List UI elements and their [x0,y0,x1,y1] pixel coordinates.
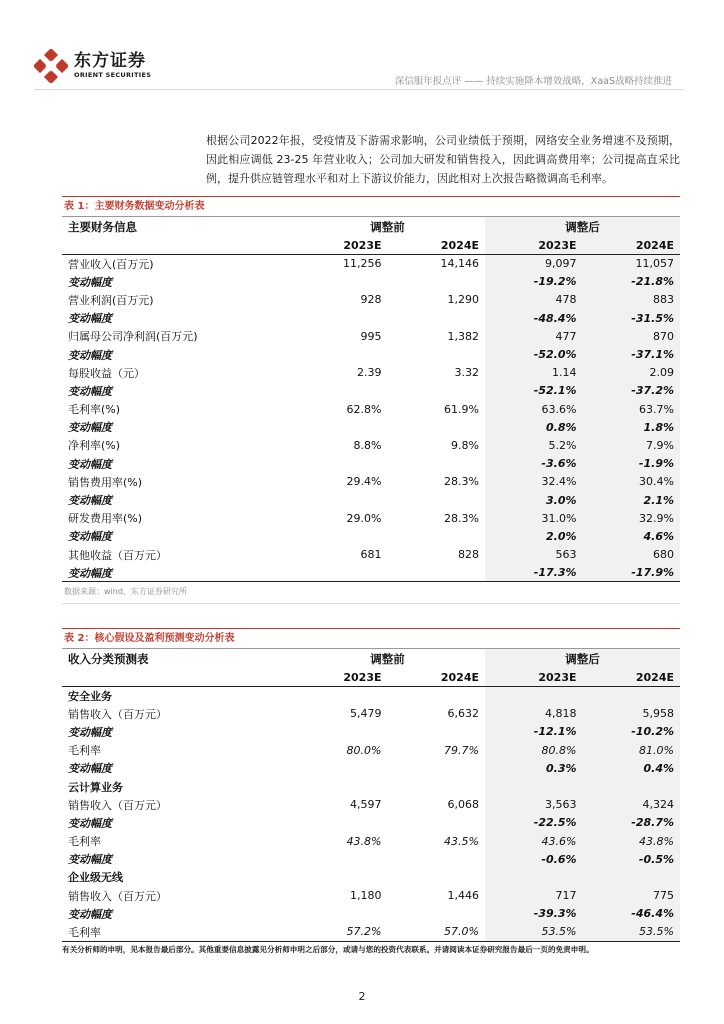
value-cell: 7.9% [583,436,681,454]
company-logo [34,47,151,85]
value-cell [388,491,486,509]
value-cell: -37.2% [583,382,681,400]
header-divider [34,89,684,90]
value-cell: -1.9% [583,455,681,473]
table-row [62,687,680,705]
value-cell: 2.0% [485,527,583,545]
value-cell: 80.8% [485,741,583,759]
row-label: 安全业务 [68,689,112,703]
row-label: 研发费用率(%) [68,512,143,526]
value-cell: -21.8% [583,273,681,291]
financial-change-table [62,196,680,582]
value-cell: 717 [485,887,583,905]
row-label: 变动幅度 [68,907,112,921]
value-cell [290,455,388,473]
row-label: 归属母公司净利润(百万元) [68,330,198,344]
row-label: 变动幅度 [62,564,290,582]
row-label: 变动幅度 [68,853,112,867]
value-cell: 4,597 [350,798,382,812]
row-label: 销售费用率(%) [68,475,143,489]
row-label: 变动幅度 [68,725,112,739]
value-cell [388,905,486,923]
value-cell: 43.6% [485,832,583,850]
row-label: 销售收入（百万元） [68,889,167,903]
value-cell [388,777,486,795]
table2-year-cell: 2023E [485,669,583,687]
table1-caption: 表 1：主要财务数据变动分析表 [62,196,680,216]
table-row [62,400,680,418]
report-title: 深信服年报点评 —— 持续实施降本增效战略，XaaS战略持续推进 [394,76,672,87]
table1-source: 数据来源：wind、东方证券研究所 [64,587,187,596]
value-cell: 31.0% [485,509,583,527]
value-cell: -0.6% [485,850,583,868]
value-cell [290,491,388,509]
table-row [62,564,680,582]
value-cell [290,777,388,795]
value-cell: 32.9% [583,509,681,527]
row-label: 销售收入（百万元） [68,707,167,721]
value-cell: 11,057 [583,255,681,273]
value-cell: 28.3% [444,475,479,489]
value-cell: -17.3% [485,564,583,582]
table1-group-before: 调整前 [290,217,485,237]
row-label: 变动幅度 [68,762,112,776]
value-cell: 81.0% [583,741,681,759]
value-cell: 2.09 [583,364,681,382]
table2-grid [62,648,680,942]
value-cell: 43.5% [444,834,479,848]
value-cell: 775 [583,887,681,905]
table-row [62,291,680,309]
logo-english-name: ORIENT SECURITIES [74,71,152,79]
value-cell: 5,958 [583,705,681,723]
row-label: 变动幅度 [68,312,112,326]
row-label: 每股收益（元） [68,366,145,380]
value-cell: -48.4% [485,309,583,327]
table2-year-cell: 2024E [388,669,486,687]
table-row [62,491,680,509]
table-row [62,868,680,886]
value-cell [290,273,388,291]
value-cell: 8.8% [353,438,382,452]
value-cell [583,687,681,705]
table2-header-row [62,649,680,669]
value-cell [290,564,388,582]
table1-year-cell: 2024E [388,237,486,255]
value-cell: 3,563 [485,796,583,814]
value-cell: 80.0% [346,743,382,757]
table-row [62,741,680,759]
value-cell: 29.4% [346,475,382,489]
value-cell: 995 [360,329,382,343]
value-cell: 62.8% [346,402,382,416]
value-cell: 28.3% [444,511,479,525]
table-row [62,887,680,905]
table1-year-cell: 2023E [290,237,388,255]
value-cell: 0.8% [485,418,583,436]
value-cell: 0.4% [583,759,681,777]
value-cell: 2.1% [583,491,681,509]
row-label: 变动幅度 [68,384,112,398]
value-cell [388,418,486,436]
value-cell: 477 [485,327,583,345]
value-cell [388,850,486,868]
row-label: 毛利率 [62,923,290,941]
value-cell [388,382,486,400]
value-cell: 9.8% [451,438,479,452]
row-label: 营业利润(百万元) [68,293,154,307]
table-row [62,705,680,723]
table1-col-label: 主要财务信息 [62,217,290,237]
value-cell: 4,324 [583,796,681,814]
table1-year-cell: 2024E [583,237,681,255]
table-row [62,255,680,273]
row-label: 变动幅度 [68,457,112,471]
page-number: 2 [358,990,366,1003]
table-row [62,923,680,941]
value-cell: 63.6% [485,400,583,418]
value-cell [485,868,583,886]
row-label: 企业级无线 [68,871,123,885]
table2-group-after: 调整后 [485,649,680,669]
value-cell: -3.6% [485,455,583,473]
source-divider [62,603,680,604]
row-label: 其他收益（百万元） [68,548,167,562]
table-row [62,436,680,454]
value-cell: -22.5% [485,814,583,832]
value-cell [485,687,583,705]
assumption-change-table [62,628,680,942]
value-cell [388,759,486,777]
value-cell: 61.9% [444,402,479,416]
table2-year-cell: 2024E [583,669,681,687]
disclaimer-text: 有关分析师的申明，见本报告最后部分。其他重要信息披露见分析师申明之后部分，或请与您的投资代表联系。并请阅读本证券研究报告最后一页的免责申明。 [62,945,594,954]
row-label: 变动幅度 [68,816,112,830]
value-cell: -52.0% [485,345,583,363]
value-cell [290,687,388,705]
value-cell: 680 [583,546,681,564]
value-cell: 53.5% [583,923,681,941]
row-label: 变动幅度 [68,530,112,544]
logo-chinese-name: 东方证券 [74,51,146,71]
value-cell: 870 [583,327,681,345]
value-cell [583,777,681,795]
value-cell [290,868,388,886]
value-cell: 4,818 [485,705,583,723]
table-row [62,546,680,564]
orient-logo-icon [34,49,68,83]
value-cell: -19.2% [485,273,583,291]
value-cell: 1,180 [350,889,382,903]
value-cell: -10.2% [583,723,681,741]
value-cell: 928 [360,293,382,307]
table1-year-row [62,237,680,255]
value-cell: 5,479 [350,707,382,721]
row-label: 变动幅度 [68,494,112,508]
table-row [62,527,680,545]
value-cell: -31.5% [583,309,681,327]
value-cell: 681 [360,548,382,562]
row-label: 变动幅度 [68,348,112,362]
row-label: 变动幅度 [68,275,112,289]
value-cell: 3.32 [454,366,479,380]
value-cell: 30.4% [583,473,681,491]
value-cell [290,418,388,436]
value-cell [388,345,486,363]
value-cell: 478 [485,291,583,309]
value-cell: 14,146 [440,257,479,271]
value-cell: 883 [583,291,681,309]
value-cell: 9,097 [485,255,583,273]
table1-header-row [62,217,680,237]
value-cell: 53.5% [485,923,583,941]
value-cell: 1.14 [485,364,583,382]
table-row [62,455,680,473]
value-cell [388,455,486,473]
table-row [62,364,680,382]
value-cell [290,723,388,741]
row-label: 毛利率 [68,835,101,849]
value-cell: 29.0% [346,511,382,525]
table-row [62,759,680,777]
value-cell: 57.2% [290,923,388,941]
value-cell: 32.4% [485,473,583,491]
value-cell [388,273,486,291]
value-cell [388,814,486,832]
value-cell: -37.1% [583,345,681,363]
value-cell [388,868,486,886]
table2-col-label: 收入分类预测表 [62,649,290,669]
table-row [62,796,680,814]
value-cell [290,382,388,400]
value-cell: 4.6% [583,527,681,545]
intro-paragraph [206,131,680,188]
value-cell: 0.3% [485,759,583,777]
value-cell: 1,382 [447,329,479,343]
table-row [62,273,680,291]
value-cell: 5.2% [485,436,583,454]
table-row [62,832,680,850]
value-cell [388,564,486,582]
intro-text: 根据公司2022年报，受疫情及下游需求影响，公司业绩低于预期，网络安全业务增速不及预期，因此相应调低 23-25 年营业收入；公司加大研发和销售投入，因此调高费用率；公司提高直采比例，提升供应链管理水平和对上下游议价能力，因此相对上次报告略微调高毛利率。 [206,134,680,185]
value-cell: -46.4% [583,905,681,923]
value-cell [388,687,486,705]
table2-group-before: 调整前 [290,649,485,669]
value-cell [388,309,486,327]
table-row [62,850,680,868]
table-row [62,905,680,923]
value-cell: 2.39 [357,366,382,380]
table-row [62,309,680,327]
table-row [62,327,680,345]
value-cell: -28.7% [583,814,681,832]
value-cell [290,850,388,868]
table-row [62,473,680,491]
value-cell: 6,632 [447,707,479,721]
table2-body [62,687,680,942]
row-label: 变动幅度 [68,421,112,435]
value-cell [290,345,388,363]
value-cell: 43.8% [583,832,681,850]
value-cell: 563 [485,546,583,564]
value-cell: -52.1% [485,382,583,400]
table-row [62,418,680,436]
table2-year-row [62,669,680,687]
value-cell [290,905,388,923]
table-row [62,723,680,741]
value-cell [388,723,486,741]
value-cell: 828 [458,548,479,562]
table-row [62,777,680,795]
value-cell: 1,290 [447,293,479,307]
value-cell: 6,068 [447,798,479,812]
value-cell [290,527,388,545]
value-cell: 1,446 [447,889,479,903]
value-cell: 63.7% [583,400,681,418]
value-cell: -17.9% [583,564,681,582]
table1-body [62,255,680,582]
value-cell: -39.3% [485,905,583,923]
value-cell [388,527,486,545]
table1-grid [62,216,680,582]
value-cell [485,777,583,795]
row-label: 毛利率 [68,744,101,758]
value-cell: 57.0% [388,923,486,941]
table-row [62,814,680,832]
value-cell: -12.1% [485,723,583,741]
table1-year-cell: 2023E [485,237,583,255]
value-cell [290,759,388,777]
row-label: 净利率(%) [68,439,121,453]
value-cell [290,309,388,327]
value-cell: 3.0% [485,491,583,509]
row-label: 毛利率(%) [68,403,121,417]
table1-group-after: 调整后 [485,217,680,237]
value-cell [583,868,681,886]
row-label: 营业收入(百万元) [68,257,154,271]
value-cell: 11,256 [343,257,382,271]
table2-year-cell: 2023E [290,669,388,687]
row-label: 销售收入（百万元） [68,798,167,812]
row-label: 云计算业务 [68,780,123,794]
table-row [62,345,680,363]
table-row [62,382,680,400]
table-row [62,509,680,527]
value-cell: -0.5% [583,850,681,868]
value-cell [290,814,388,832]
value-cell: 1.8% [583,418,681,436]
value-cell: 43.8% [346,834,382,848]
table2-caption: 表 2：核心假设及盈利预测变动分析表 [62,628,680,648]
value-cell: 79.7% [444,743,479,757]
